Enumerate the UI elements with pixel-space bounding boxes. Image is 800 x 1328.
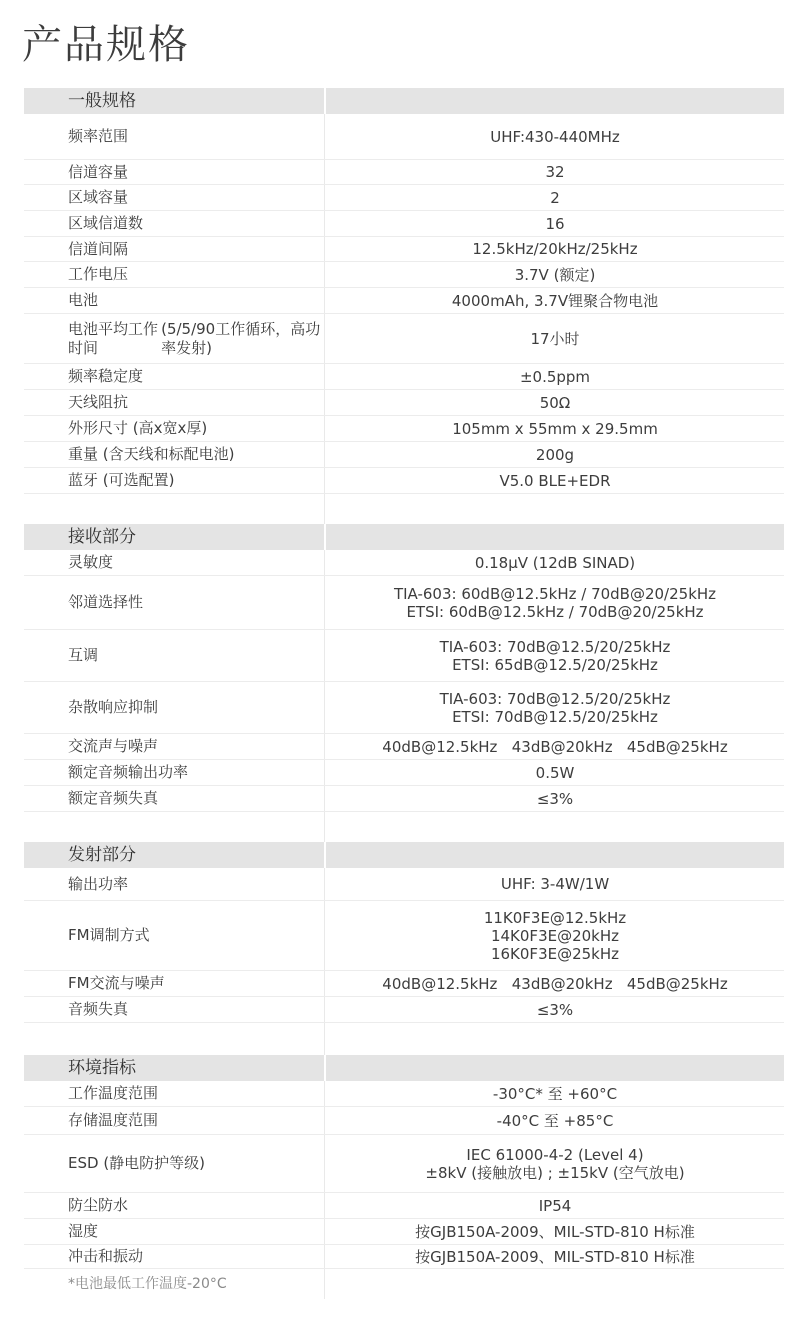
spec-row [24,901,784,971]
spec-row [24,390,784,416]
spec-label-line: 频率范围 [68,127,129,145]
spec-label-line: 频率稳定度 [68,367,144,385]
spec-label-line: 存储温度范围 [68,1111,159,1129]
section-divider [324,88,326,114]
spec-value-line: 4000mAh, 3.7V锂聚合物电池 [451,291,659,310]
spec-value-line: 50Ω [539,393,571,412]
spec-label-line: 邻道选择性 [68,593,144,611]
spec-label [24,1107,324,1134]
spec-label [24,1135,324,1192]
column-divider [324,237,325,261]
spec-value [326,442,784,467]
column-divider [324,1107,325,1134]
footnote-text: *电池最低工作温度-20°C [68,1275,227,1292]
spec-label [24,114,324,159]
spec-value [326,314,784,363]
section-heading-text: 接收部分 [68,526,136,547]
spec-value-line: UHF:430-440MHz [490,127,620,146]
spec-value-line: 32 [545,163,565,181]
spec-value-line: -40°C 至 +85°C [496,1111,614,1130]
spec-value [326,682,784,733]
section-divider [324,524,326,550]
spec-row [24,630,784,682]
spec-row [24,237,784,262]
column-divider [324,442,325,467]
spec-value [326,390,784,415]
spec-label [24,786,324,811]
spec-label [24,1193,324,1218]
section-divider [324,1055,326,1081]
column-divider [324,971,325,996]
spec-label-line: 信道容量 [68,162,129,181]
spec-value-line: 40dB@12.5kHz 43dB@20kHz 45dB@25kHz [382,737,728,756]
spec-label-line: 额定音频失真 [68,789,159,807]
column-divider [324,1023,325,1055]
column-divider [324,901,325,970]
page-title: 产品规格 [22,22,190,68]
spec-value-line: ETSI: 65dB@12.5/20/25kHz [452,655,658,674]
spec-row [24,416,784,442]
spec-label [24,1245,324,1268]
spec-value-line: 按GJB150A-2009、MIL-STD-810 H标准 [415,1222,695,1241]
column-divider [324,630,325,681]
spec-value [326,237,784,261]
spec-label-line: 电池平均工作时间 [68,319,159,357]
spec-value-line: 2 [550,188,560,207]
spec-label-line: FM调制方式 [68,926,150,944]
spec-value-line: 17小时 [530,329,580,348]
spec-value [326,288,784,313]
spec-label [24,364,324,389]
spec-label [24,211,324,236]
spec-row [24,1193,784,1219]
spec-label-line: ESD (静电防护等级) [68,1154,206,1172]
column-divider [324,1081,325,1106]
column-divider [324,185,325,210]
spec-value-line: -30°C* 至 +60°C [492,1084,618,1103]
spec-value [326,868,784,900]
spec-row [24,760,784,786]
column-divider [324,734,325,759]
spec-label-line: 防尘防水 [68,1196,129,1214]
spec-value [326,160,784,184]
spec-value [326,997,784,1022]
column-divider [324,494,325,524]
spec-label [24,682,324,733]
column-divider [324,416,325,441]
spec-row [24,288,784,314]
spec-value-line: TIA-603: 60dB@12.5kHz / 70dB@20/25kHz [393,584,717,603]
spec-label-line: 冲击和振动 [68,1247,144,1265]
spec-label-line: 交流声与噪声 [68,737,159,755]
spec-value [326,1219,784,1244]
spec-row [24,576,784,630]
spec-row [24,211,784,237]
column-divider [324,262,325,287]
section-spacer [24,1023,784,1055]
column-divider [324,288,325,313]
spec-value-line: 0.5W [535,763,575,782]
spec-row [24,1219,784,1245]
column-divider [324,1193,325,1218]
spec-label [24,262,324,287]
spec-value-line: 0.18μV (12dB SINAD) [474,553,636,572]
spec-value-line: 200g [535,445,575,464]
section-header [24,524,784,550]
spec-value-line: UHF: 3-4W/1W [500,875,610,893]
section-heading [24,524,324,550]
spec-label-line: 音频失真 [68,1000,129,1018]
spec-label-line: 输出功率 [68,874,129,893]
column-divider [324,390,325,415]
column-divider [324,114,325,159]
spec-value [326,364,784,389]
spec-value-line: ≤3% [536,1000,574,1019]
spec-value [326,760,784,785]
spec-label-line: 互调 [68,646,99,664]
spec-label-line: 额定音频输出功率 [68,763,189,781]
spec-value [326,1135,784,1192]
spec-value [326,114,784,159]
spec-label-line: 蓝牙 (可选配置) [68,471,175,489]
spec-value-line: 12.5kHz/20kHz/25kHz [472,240,638,258]
column-divider [324,812,325,842]
section-heading [24,88,324,114]
section-spacer [24,494,784,524]
column-divider [324,786,325,811]
column-divider [324,1269,325,1299]
spec-label-line: 工作电压 [68,265,129,283]
spec-value-line: V5.0 BLE+EDR [499,471,611,490]
spec-value [326,630,784,681]
spec-value-line: ≤3% [536,789,574,808]
spec-label-line: (5/5/90工作循环，高功率发射) [161,319,321,357]
spec-value-line: 3.7V (额定) [514,265,596,284]
column-divider [324,364,325,389]
column-divider [324,550,325,575]
column-divider [324,1245,325,1268]
spec-row [24,314,784,364]
spec-value [326,576,784,629]
spec-value-line: 105mm x 55mm x 29.5mm [452,419,658,438]
spec-value [326,1245,784,1268]
spec-value [326,734,784,759]
spec-label-line: 信道间隔 [68,239,129,258]
spec-label-line: FM交流与噪声 [68,974,165,992]
spec-value-line: 按GJB150A-2009、MIL-STD-810 H标准 [415,1247,695,1266]
spec-label [24,442,324,467]
spec-value [326,1193,784,1218]
spec-label [24,468,324,493]
section-heading-text: 一般规格 [68,90,136,111]
spec-label [24,288,324,313]
spec-value [326,901,784,970]
spec-value-line: 14K0F3E@20kHz [490,926,620,945]
spec-row [24,971,784,997]
spec-label-line: 杂散响应抑制 [68,698,159,716]
section-header [24,842,784,868]
spec-row [24,868,784,901]
spec-value-line: ±8kV (接触放电) ; ±15kV (空气放电) [425,1163,685,1182]
spec-label [24,760,324,785]
spec-label-line: 天线阻抗 [68,393,129,411]
spec-row [24,468,784,494]
column-divider [324,997,325,1022]
column-divider [324,576,325,629]
spec-row [24,734,784,760]
spec-label [24,314,324,363]
spec-value-line: ETSI: 60dB@12.5kHz / 70dB@20/25kHz [406,602,704,621]
section-heading [24,1055,324,1081]
spec-label [24,1081,324,1106]
footnote-row [24,1269,784,1299]
spec-label-line: 湿度 [68,1222,99,1240]
spec-label-line: 重量 (含天线和标配电池) [68,445,235,463]
column-divider [324,211,325,236]
spec-value [326,786,784,811]
spec-row [24,160,784,185]
column-divider [324,682,325,733]
spec-row [24,997,784,1023]
spec-value [326,1107,784,1134]
spec-row [24,1081,784,1107]
spec-value-line: TIA-603: 70dB@12.5/20/25kHz [439,689,671,708]
spec-value [326,262,784,287]
spec-label [24,630,324,681]
spec-label [24,576,324,629]
spec-value [326,185,784,210]
column-divider [324,760,325,785]
spec-value-line: 40dB@12.5kHz 43dB@20kHz 45dB@25kHz [382,974,728,993]
spec-label-line: 灵敏度 [68,553,114,571]
spec-value-line: IP54 [538,1196,572,1215]
section-spacer [24,812,784,842]
spec-table [24,88,784,1299]
spec-value-line: 11K0F3E@12.5kHz [483,908,627,927]
spec-row [24,1135,784,1193]
section-heading-text: 环境指标 [68,1057,136,1078]
spec-label [24,971,324,996]
spec-value [326,971,784,996]
spec-row [24,364,784,390]
column-divider [324,868,325,900]
spec-row [24,550,784,576]
spec-label [24,550,324,575]
spec-row [24,185,784,211]
spec-value [326,468,784,493]
spec-value-line: ETSI: 70dB@12.5/20/25kHz [452,707,658,726]
spec-label-line: 区域容量 [68,188,129,206]
section-divider [324,842,326,868]
spec-value-line: ±0.5ppm [519,367,591,386]
column-divider [324,468,325,493]
spec-label [24,901,324,970]
section-heading-text: 发射部分 [68,844,136,865]
spec-label [24,185,324,210]
spec-label [24,997,324,1022]
spec-value [326,1081,784,1106]
section-header [24,88,784,114]
spec-value [326,550,784,575]
spec-row [24,1245,784,1269]
spec-label [24,734,324,759]
spec-value-line: 16 [545,214,565,233]
column-divider [324,160,325,184]
spec-label-line: 电池 [68,291,99,309]
column-divider [324,314,325,363]
spec-row [24,786,784,812]
section-heading [24,842,324,868]
spec-row [24,682,784,734]
spec-row [24,114,784,160]
spec-label [24,1219,324,1244]
spec-label-line: 区域信道数 [68,214,144,232]
spec-value [326,211,784,236]
spec-label [24,160,324,184]
spec-value [326,416,784,441]
spec-label [24,390,324,415]
spec-row [24,262,784,288]
spec-row [24,1107,784,1135]
column-divider [324,1219,325,1244]
spec-label [24,237,324,261]
spec-label-line: 工作温度范围 [68,1084,159,1102]
spec-value-line: 16K0F3E@25kHz [490,944,620,963]
spec-value-line: TIA-603: 70dB@12.5/20/25kHz [439,637,671,656]
spec-row [24,442,784,468]
spec-label [24,868,324,900]
spec-label [24,416,324,441]
spec-value-line: IEC 61000-4-2 (Level 4) [466,1145,644,1164]
section-header [24,1055,784,1081]
footnote [24,1269,324,1299]
spec-label-line: 外形尺寸 (高x宽x厚) [68,419,208,437]
column-divider [324,1135,325,1192]
